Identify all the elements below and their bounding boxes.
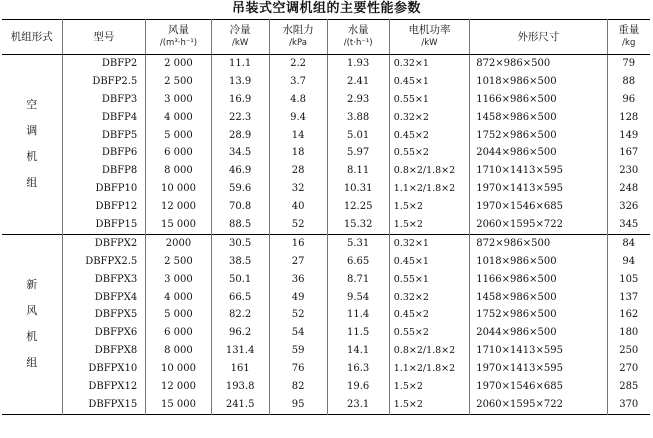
cell-airflow: 8 000 [146, 162, 211, 180]
header-water-flow: 水量 /(t·h⁻¹) [327, 20, 389, 55]
cell-motor-power: 0.32×1 [389, 55, 469, 73]
cell-airflow: 6 000 [146, 324, 211, 342]
cell-cooling-capacity: 241.5 [211, 396, 269, 414]
cell-model: DBFP10 [62, 180, 146, 198]
cell-weight: 248 [607, 180, 650, 198]
cell-motor-power: 0.55×2 [389, 324, 469, 342]
cell-motor-power: 0.55×1 [389, 271, 469, 289]
cell-dimensions: 2060×1595×722 [470, 396, 607, 414]
cell-model: DBFPX5 [62, 306, 146, 324]
cell-model: DBFPX3 [62, 271, 146, 289]
header-dimensions: 外形尺寸 [470, 20, 607, 55]
table-row [2, 378, 650, 396]
header-motor-power: 电机功率 /kW [389, 20, 469, 55]
cell-weight: 84 [607, 234, 650, 252]
cell-water-resistance: 76 [269, 360, 327, 378]
header-weight: 重量 /kg [607, 20, 650, 55]
cell-water-resistance: 28 [269, 162, 327, 180]
cell-airflow: 6 000 [146, 144, 211, 162]
table-header [2, 20, 650, 55]
cell-weight: 326 [607, 198, 650, 216]
cell-water-flow: 8.11 [327, 162, 389, 180]
cell-model: DBFP4 [62, 109, 146, 127]
group-label [2, 55, 62, 235]
cell-airflow: 2000 [146, 234, 211, 252]
cell-cooling-capacity: 22.3 [211, 109, 269, 127]
cell-motor-power: 0.8×2/1.8×2 [389, 162, 469, 180]
cell-motor-power: 1.5×2 [389, 216, 469, 234]
cell-model: DBFP12 [62, 198, 146, 216]
table-row [2, 144, 650, 162]
cell-water-flow: 14.1 [327, 342, 389, 360]
table-row [2, 289, 650, 307]
cell-weight: 270 [607, 360, 650, 378]
cell-water-flow: 2.41 [327, 73, 389, 91]
cell-dimensions: 2044×986×500 [470, 324, 607, 342]
cell-weight: 79 [607, 55, 650, 73]
cell-airflow: 2 500 [146, 73, 211, 91]
cell-motor-power: 1.5×2 [389, 396, 469, 414]
cell-model: DBFP15 [62, 216, 146, 234]
cell-airflow: 15 000 [146, 216, 211, 234]
cell-dimensions: 1166×986×500 [470, 271, 607, 289]
performance-table [2, 19, 650, 415]
table-row [2, 162, 650, 180]
cell-dimensions: 872×986×500 [470, 234, 607, 252]
table-row [2, 253, 650, 271]
cell-dimensions: 1166×986×500 [470, 91, 607, 109]
cell-cooling-capacity: 131.4 [211, 342, 269, 360]
table-row [2, 216, 650, 234]
cell-motor-power: 0.55×1 [389, 91, 469, 109]
header-model: 型号 [62, 20, 146, 55]
cell-dimensions: 1970×1546×685 [470, 198, 607, 216]
cell-weight: 128 [607, 109, 650, 127]
cell-water-resistance: 49 [269, 289, 327, 307]
table-row [2, 271, 650, 289]
cell-model: DBFPX8 [62, 342, 146, 360]
cell-water-resistance: 32 [269, 180, 327, 198]
table-row [2, 342, 650, 360]
cell-airflow: 3 000 [146, 271, 211, 289]
cell-water-flow: 23.1 [327, 396, 389, 414]
cell-motor-power: 0.45×1 [389, 73, 469, 91]
cell-cooling-capacity: 161 [211, 360, 269, 378]
cell-cooling-capacity: 59.6 [211, 180, 269, 198]
cell-water-flow: 3.88 [327, 109, 389, 127]
cell-model: DBFP3 [62, 91, 146, 109]
cell-water-flow: 2.93 [327, 91, 389, 109]
cell-weight: 96 [607, 91, 650, 109]
cell-water-flow: 11.5 [327, 324, 389, 342]
cell-dimensions: 872×986×500 [470, 55, 607, 73]
cell-motor-power: 0.32×2 [389, 109, 469, 127]
cell-weight: 88 [607, 73, 650, 91]
cell-weight: 167 [607, 144, 650, 162]
cell-water-flow: 5.97 [327, 144, 389, 162]
table-row [2, 73, 650, 91]
cell-water-resistance: 16 [269, 234, 327, 252]
header-row [2, 20, 650, 55]
cell-motor-power: 1.1×2/1.8×2 [389, 360, 469, 378]
cell-weight: 345 [607, 216, 650, 234]
cell-cooling-capacity: 66.5 [211, 289, 269, 307]
cell-airflow: 5 000 [146, 127, 211, 145]
table-row [2, 306, 650, 324]
cell-weight: 250 [607, 342, 650, 360]
cell-airflow: 2 000 [146, 55, 211, 73]
cell-model: DBFP2.5 [62, 73, 146, 91]
cell-motor-power: 0.45×2 [389, 127, 469, 145]
header-airflow: 风量 /(m³·h⁻¹) [146, 20, 211, 55]
table-row [2, 109, 650, 127]
cell-water-flow: 10.31 [327, 180, 389, 198]
cell-dimensions: 1752×986×500 [470, 306, 607, 324]
cell-motor-power: 0.32×1 [389, 234, 469, 252]
header-cooling-capacity: 冷量 /kW [211, 20, 269, 55]
cell-motor-power: 0.55×2 [389, 144, 469, 162]
cell-water-resistance: 40 [269, 198, 327, 216]
cell-cooling-capacity: 70.8 [211, 198, 269, 216]
table-row [2, 198, 650, 216]
table-row [2, 127, 650, 145]
cell-model: DBFPX12 [62, 378, 146, 396]
cell-weight: 94 [607, 253, 650, 271]
cell-airflow: 4 000 [146, 289, 211, 307]
group-label-text: 空调机组 [26, 98, 38, 190]
cell-water-resistance: 95 [269, 396, 327, 414]
cell-model: DBFPX6 [62, 324, 146, 342]
cell-cooling-capacity: 50.1 [211, 271, 269, 289]
cell-water-resistance: 14 [269, 127, 327, 145]
cell-motor-power: 0.32×2 [389, 289, 469, 307]
cell-water-flow: 5.01 [327, 127, 389, 145]
cell-airflow: 8 000 [146, 342, 211, 360]
cell-water-flow: 5.31 [327, 234, 389, 252]
cell-dimensions: 1018×986×500 [470, 73, 607, 91]
cell-water-flow: 19.6 [327, 378, 389, 396]
cell-water-flow: 15.32 [327, 216, 389, 234]
cell-model: DBFPX2.5 [62, 253, 146, 271]
table-row [2, 324, 650, 342]
cell-water-flow: 12.25 [327, 198, 389, 216]
cell-weight: 285 [607, 378, 650, 396]
cell-motor-power: 0.45×1 [389, 253, 469, 271]
cell-dimensions: 1710×1413×595 [470, 162, 607, 180]
cell-model: DBFP8 [62, 162, 146, 180]
cell-dimensions: 1458×986×500 [470, 109, 607, 127]
cell-cooling-capacity: 46.9 [211, 162, 269, 180]
cell-cooling-capacity: 38.5 [211, 253, 269, 271]
cell-model: DBFPX4 [62, 289, 146, 307]
table-row [2, 234, 650, 252]
cell-water-flow: 16.3 [327, 360, 389, 378]
cell-model: DBFPX15 [62, 396, 146, 414]
cell-model: DBFP2 [62, 55, 146, 73]
cell-airflow: 15 000 [146, 396, 211, 414]
cell-cooling-capacity: 16.9 [211, 91, 269, 109]
cell-water-resistance: 18 [269, 144, 327, 162]
cell-dimensions: 1970×1546×685 [470, 378, 607, 396]
cell-airflow: 10 000 [146, 360, 211, 378]
cell-weight: 180 [607, 324, 650, 342]
table-row [2, 91, 650, 109]
cell-motor-power: 1.5×2 [389, 198, 469, 216]
cell-water-resistance: 4.8 [269, 91, 327, 109]
group-label-text: 新风机组 [26, 278, 38, 370]
cell-airflow: 2 500 [146, 253, 211, 271]
cell-weight: 162 [607, 306, 650, 324]
cell-motor-power: 0.45×2 [389, 306, 469, 324]
cell-dimensions: 1970×1413×595 [470, 180, 607, 198]
cell-water-resistance: 52 [269, 306, 327, 324]
cell-cooling-capacity: 13.9 [211, 73, 269, 91]
cell-water-resistance: 2.2 [269, 55, 327, 73]
cell-dimensions: 2044×986×500 [470, 144, 607, 162]
cell-cooling-capacity: 88.5 [211, 216, 269, 234]
table-row [2, 360, 650, 378]
cell-cooling-capacity: 193.8 [211, 378, 269, 396]
cell-weight: 105 [607, 271, 650, 289]
cell-dimensions: 1710×1413×595 [470, 342, 607, 360]
cell-water-flow: 11.4 [327, 306, 389, 324]
cell-weight: 149 [607, 127, 650, 145]
cell-dimensions: 1970×1413×595 [470, 360, 607, 378]
cell-cooling-capacity: 96.2 [211, 324, 269, 342]
cell-airflow: 4 000 [146, 109, 211, 127]
cell-water-resistance: 27 [269, 253, 327, 271]
table-row [2, 55, 650, 73]
cell-water-resistance: 59 [269, 342, 327, 360]
cell-airflow: 12 000 [146, 198, 211, 216]
cell-weight: 370 [607, 396, 650, 414]
cell-dimensions: 1018×986×500 [470, 253, 607, 271]
cell-dimensions: 2060×1595×722 [470, 216, 607, 234]
cell-water-flow: 8.71 [327, 271, 389, 289]
cell-water-flow: 9.54 [327, 289, 389, 307]
table-row [2, 396, 650, 414]
cell-cooling-capacity: 28.9 [211, 127, 269, 145]
cell-water-resistance: 54 [269, 324, 327, 342]
cell-weight: 137 [607, 289, 650, 307]
cell-dimensions: 1752×986×500 [470, 127, 607, 145]
cell-motor-power: 1.1×2/1.8×2 [389, 180, 469, 198]
cell-cooling-capacity: 34.5 [211, 144, 269, 162]
cell-model: DBFP5 [62, 127, 146, 145]
cell-cooling-capacity: 30.5 [211, 234, 269, 252]
cell-model: DBFPX10 [62, 360, 146, 378]
table-row [2, 180, 650, 198]
cell-airflow: 12 000 [146, 378, 211, 396]
cell-water-resistance: 9.4 [269, 109, 327, 127]
cell-cooling-capacity: 82.2 [211, 306, 269, 324]
header-unit-type: 机组形式 [2, 20, 62, 55]
cell-motor-power: 0.8×2/1.8×2 [389, 342, 469, 360]
table-title: 吊装式空调机组的主要性能参数 [231, 1, 421, 16]
cell-cooling-capacity: 11.1 [211, 55, 269, 73]
cell-model: DBFP6 [62, 144, 146, 162]
cell-water-resistance: 3.7 [269, 73, 327, 91]
group-label [2, 234, 62, 414]
cell-dimensions: 1458×986×500 [470, 289, 607, 307]
cell-airflow: 5 000 [146, 306, 211, 324]
cell-weight: 230 [607, 162, 650, 180]
cell-model: DBFPX2 [62, 234, 146, 252]
cell-water-resistance: 82 [269, 378, 327, 396]
cell-water-flow: 1.93 [327, 55, 389, 73]
table-body [2, 55, 650, 415]
cell-airflow: 10 000 [146, 180, 211, 198]
cell-motor-power: 1.5×2 [389, 378, 469, 396]
cell-water-resistance: 36 [269, 271, 327, 289]
cell-airflow: 3 000 [146, 91, 211, 109]
header-water-resistance: 水阻力 /kPa [269, 20, 327, 55]
cell-water-resistance: 52 [269, 216, 327, 234]
cell-water-flow: 6.65 [327, 253, 389, 271]
